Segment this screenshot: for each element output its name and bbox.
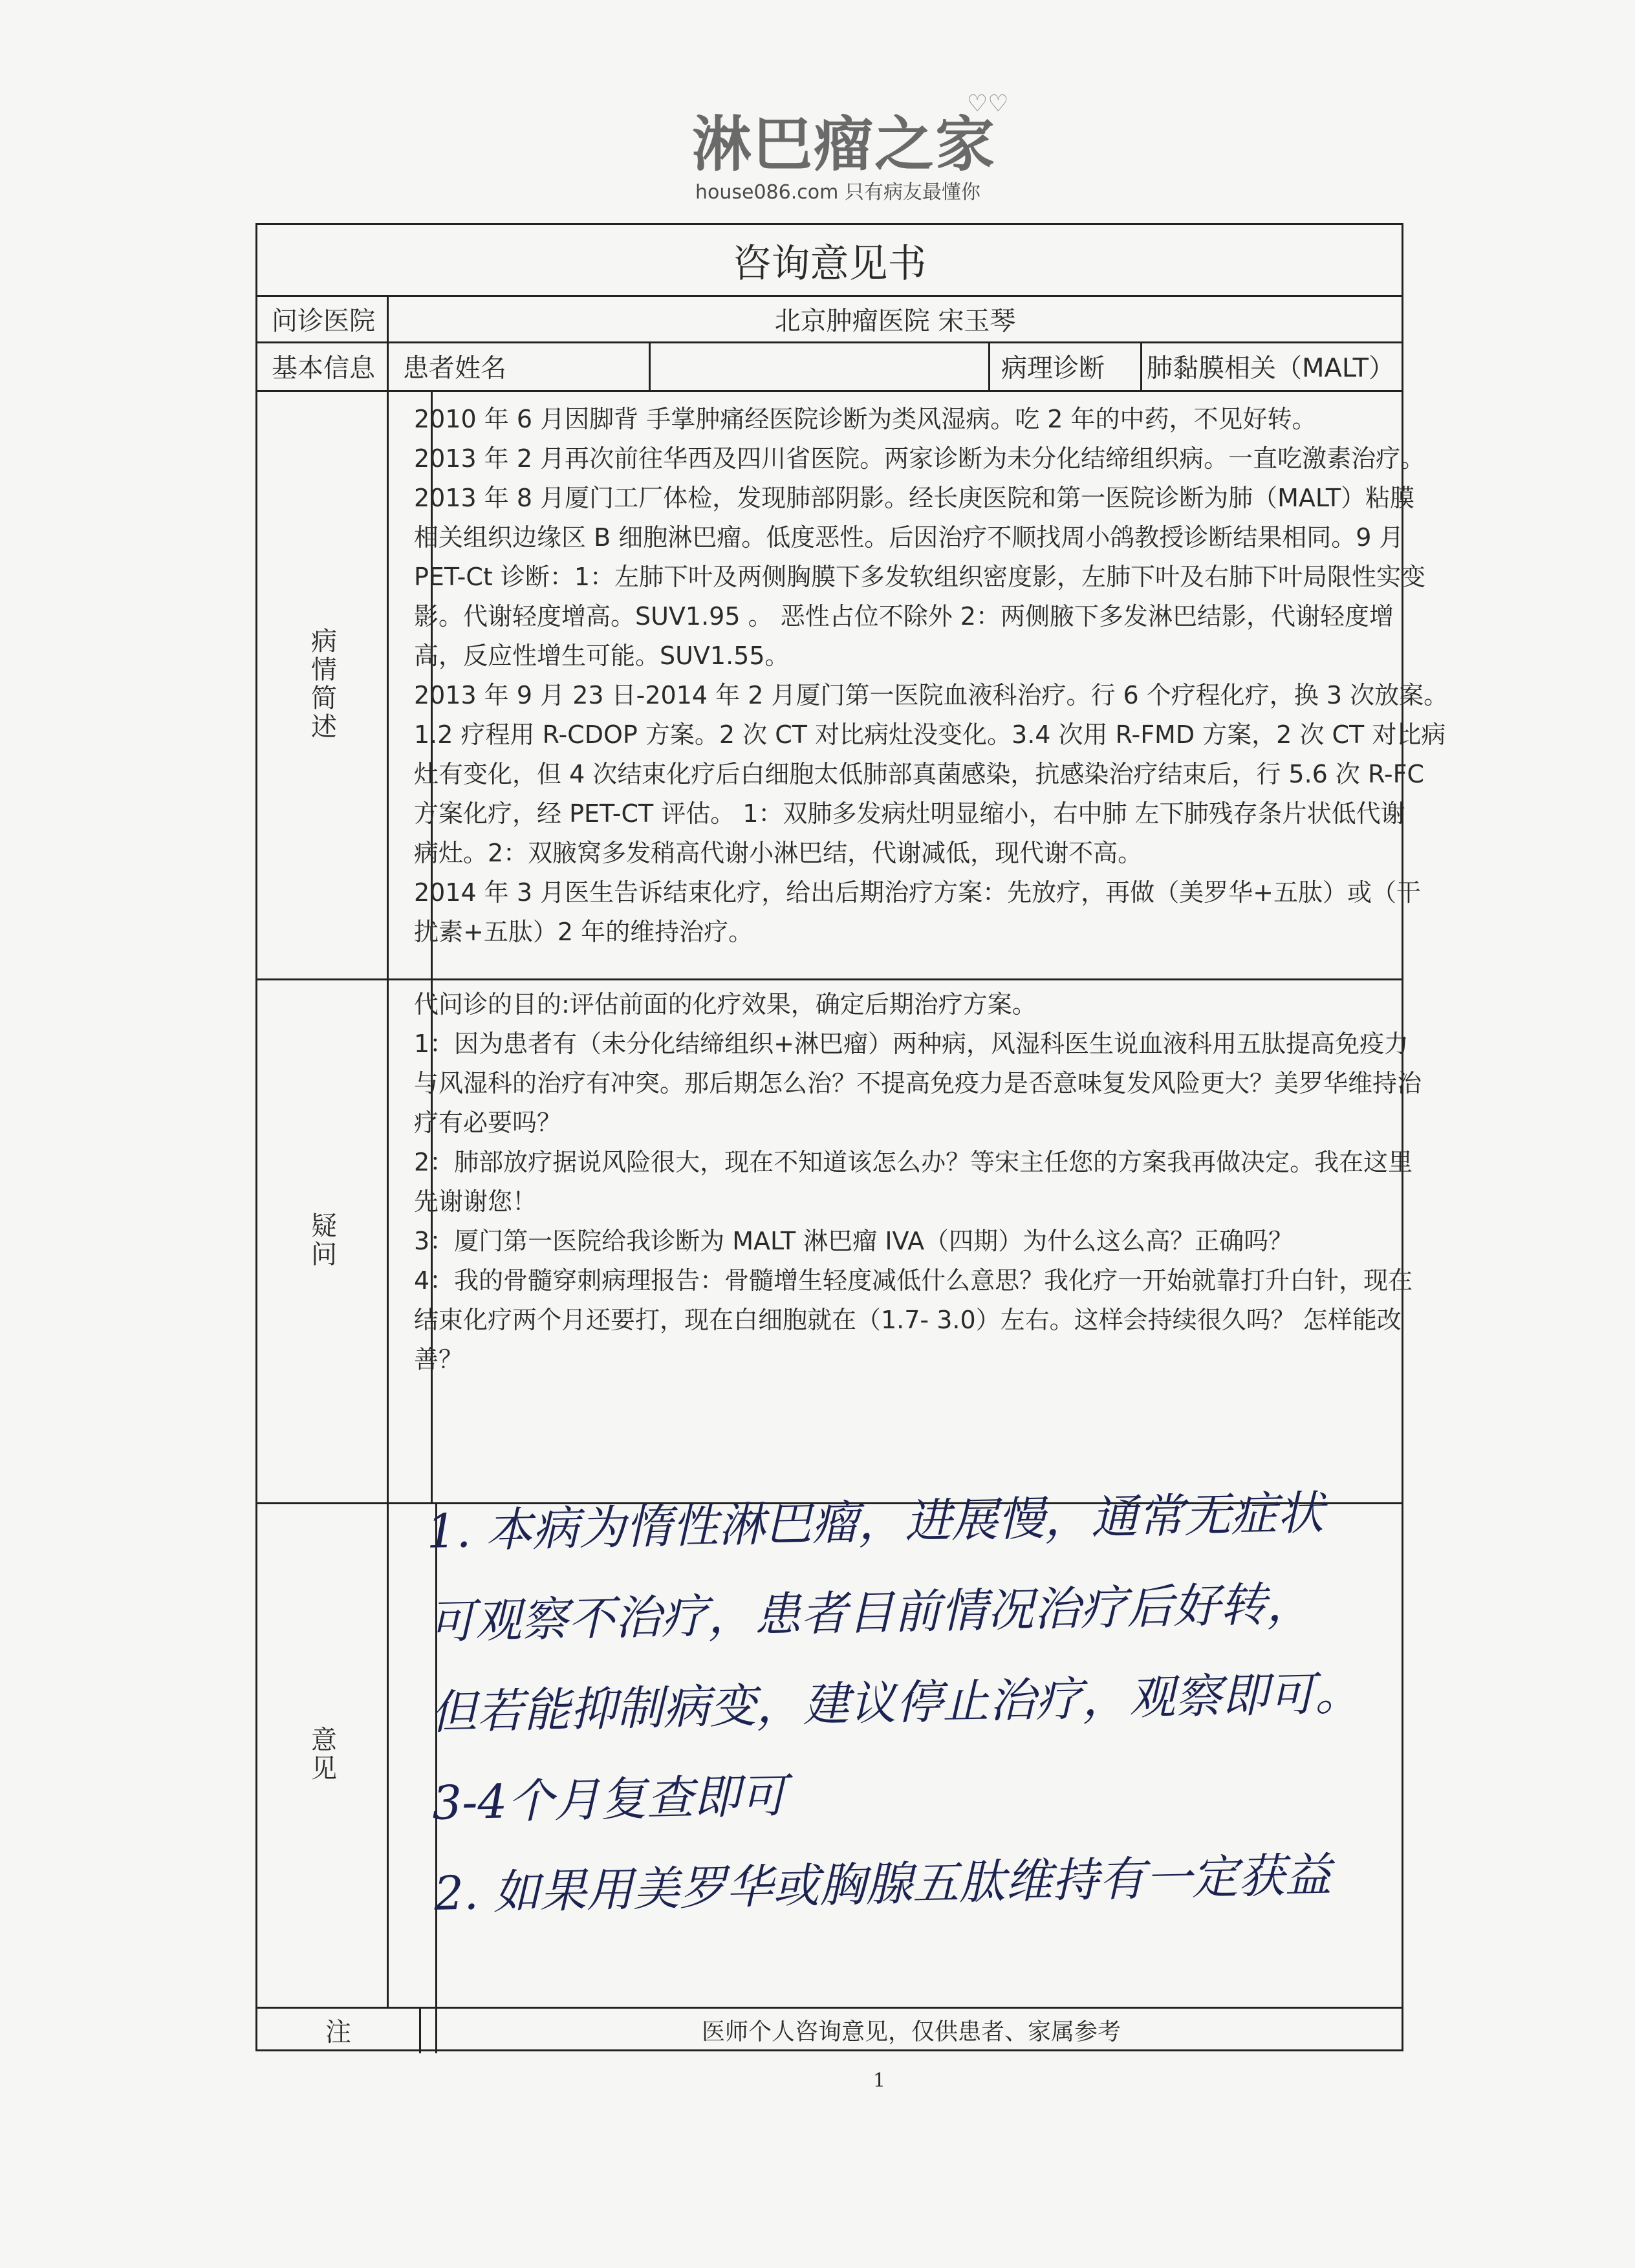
- opinion-line: 可观察不治疗，患者目前情况治疗后好转，: [428, 1576, 1314, 1649]
- history-line: 2014 年 3 月医生告诉结束化疗，给出后期治疗方案：先放疗，再做（美罗华+五肽）或（干: [414, 878, 1421, 907]
- divider: [988, 341, 990, 390]
- history-line: 影。代谢轻度增高。SUV1.95 。 恶性占位不除外 2：两侧腋下多发淋巴结影，代谢轻度增: [414, 602, 1394, 631]
- question-line: 代问诊的目的:评估前面的化疗效果，确定后期治疗方案。: [414, 990, 1037, 1019]
- note-label: 注: [325, 2017, 351, 2047]
- opinion-line: 但若能抑制病变，建议停止治疗，观察即可。: [429, 1665, 1362, 1740]
- basic-info-label: 基本信息: [272, 353, 375, 383]
- history-line: 2010 年 6 月因脚背 手掌肿痛经医院诊断为类风湿病。吃 2 年的中药，不见好转。: [414, 405, 1317, 433]
- history-line: 2013 年 8 月厦门工厂体检，发现肺部阴影。经长庚医院和第一医院诊断为肺（MALT）粘膜: [414, 484, 1415, 512]
- page-number: 1: [873, 2069, 886, 2092]
- consult-hospital-label: 问诊医院: [272, 306, 375, 336]
- divider: [649, 341, 651, 390]
- history-line: 方案化疗，经 PET-CT 评估。 1：双肺多发病灶明显缩小，右中肺 左下肺残存条片状低代谢: [414, 799, 1405, 828]
- history-line: 病灶。2：双腋窝多发稍高代谢小淋巴结，代谢减低，现代谢不高。: [414, 839, 1143, 867]
- opinion-label-cell: [257, 1502, 387, 2007]
- logo: [682, 91, 1019, 204]
- divider: [257, 2007, 1402, 2009]
- questions-text: [414, 985, 1422, 1379]
- logo-tagline: house086.com 只有病友最懂你: [695, 181, 980, 204]
- history-line: 1.2 疗程用 R-CDOP 方案。2 次 CT 对比病灶没变化。3.4 次用 R-FMD 方案，2 次 CT 对比病: [414, 720, 1446, 749]
- history-line: 2013 年 9 月 23 日-2014 年 2 月厦门第一医院血液科治疗。行 6 个疗程化疗，换 3 次放案。: [414, 681, 1449, 709]
- opinion-line: 3-4个月复查即可: [431, 1768, 787, 1830]
- note-value: 医师个人咨询意见，仅供患者、家属参考: [701, 2018, 1121, 2046]
- question-line: 善？: [414, 1345, 464, 1374]
- history-text: [414, 400, 1448, 952]
- handwritten-opinion: [426, 1466, 1405, 1939]
- history-line: 扰素+五肽）2 年的维持治疗。: [414, 918, 753, 946]
- page-title: 咨询意见书: [732, 241, 927, 286]
- question-line: 与风湿科的治疗有冲突。那后期怎么治？不提高免疫力是否意味复发风险更大？美罗华维持治: [414, 1069, 1422, 1097]
- history-line: PET-Ct 诊断：1：左肺下叶及两侧胸膜下多发软组织密度影，左肺下叶及右肺下叶局限性实变: [414, 563, 1426, 591]
- history-label: 病情简述: [307, 627, 337, 741]
- questions-label: 疑问: [307, 1212, 337, 1269]
- divider: [257, 978, 1402, 980]
- heart-icon: ♡♡: [967, 91, 1009, 117]
- question-line: 3：厦门第一医院给我诊断为 MALT 淋巴瘤 IVA（四期）为什么这么高？正确吗？: [414, 1227, 1294, 1255]
- divider: [1140, 341, 1142, 390]
- divider: [257, 295, 1402, 297]
- logo-title: 淋巴瘤之家: [692, 110, 997, 179]
- consultation-form: [255, 223, 1449, 2051]
- diagnosis-value: 肺黏膜相关（MALT）: [1147, 353, 1395, 383]
- question-line: 2：肺部放疗据说风险很大，现在不知道该怎么办？等宋主任您的方案我再做决定。我在这里: [414, 1148, 1413, 1176]
- patient-name-label: 患者姓名: [403, 353, 506, 383]
- divider: [257, 390, 1402, 392]
- question-line: 疗有必要吗？: [414, 1108, 562, 1137]
- history-line: 高，反应性增生可能。SUV1.55。: [414, 642, 790, 670]
- diagnosis-label: 病理诊断: [1001, 353, 1105, 383]
- history-label-cell: [257, 390, 387, 978]
- questions-label-cell: [257, 978, 387, 1502]
- history-line: 2013 年 2 月再次前往华西及四川省医院。两家诊断为未分化结缔组织病。一直吃激素治疗。: [414, 444, 1425, 473]
- question-line: 结束化疗两个月还要打，现在白细胞就在（1.7- 3.0）左右。这样会持续很久吗？ 怎样能改: [414, 1306, 1402, 1334]
- divider: [387, 341, 389, 390]
- divider: [387, 390, 389, 2007]
- opinion-line: 1. 本病为惰性淋巴瘤，进展慢，通常无症状: [426, 1485, 1325, 1559]
- question-line: 先谢谢您！: [414, 1187, 537, 1216]
- question-line: 1：因为患者有（未分化结缔组织+淋巴瘤）两种病，风湿科医生说血液科用五肽提高免疫力: [414, 1030, 1409, 1058]
- opinion-label: 意见: [307, 1726, 337, 1783]
- history-line: 相关组织边缘区 B 细胞淋巴瘤。低度恶性。后因治疗不顺找周小鸽教授诊断结果相同。9 月: [414, 523, 1404, 552]
- consult-hospital-value: 北京肿瘤医院 宋玉琴: [774, 306, 1016, 336]
- history-line: 灶有变化，但 4 次结束化疗后白细胞太低肺部真菌感染，抗感染治疗结束后，行 5.6 次 R-FC: [414, 760, 1424, 788]
- question-line: 4：我的骨髓穿刺病理报告：骨髓增生轻度减低什么意思？我化疗一开始就靠打升白针，现在: [414, 1266, 1413, 1295]
- divider: [257, 341, 1402, 343]
- opinion-line: 2. 如果用美罗华或胸腺五肽维持有一定获益: [433, 1847, 1332, 1921]
